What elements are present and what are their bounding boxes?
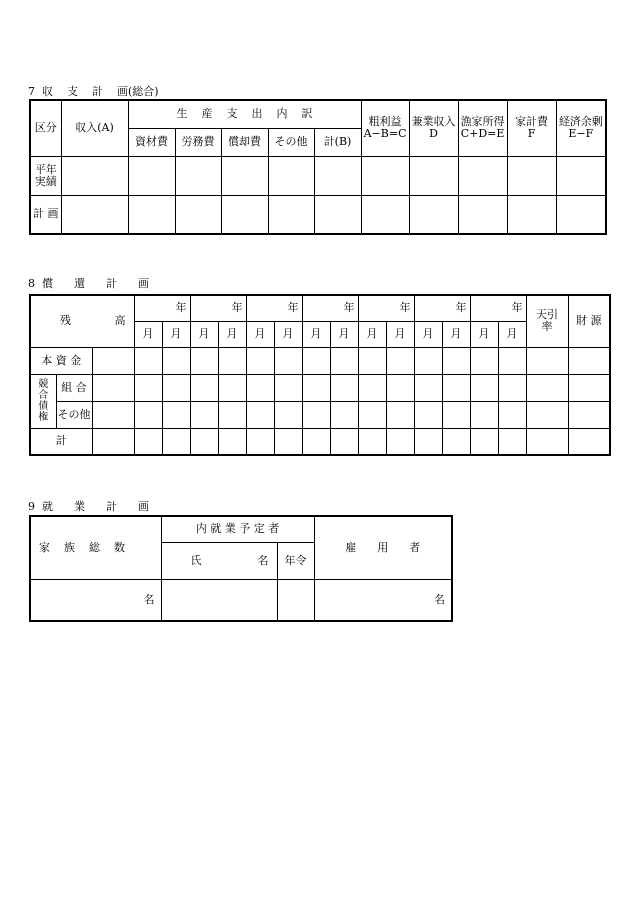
expense-col-materials: 資材費	[128, 128, 175, 156]
cell[interactable]	[314, 195, 361, 234]
section8-title: 8 償 還 計 画	[28, 277, 149, 290]
cell[interactable]	[134, 374, 162, 401]
cell[interactable]	[162, 401, 190, 428]
balance-right: 高	[114, 314, 126, 328]
cell[interactable]	[218, 428, 246, 455]
funding-source-header: 財 源	[568, 295, 610, 347]
employee-count-cell[interactable]	[314, 579, 452, 621]
cell[interactable]	[134, 347, 162, 374]
cell[interactable]	[128, 156, 175, 195]
cell[interactable]	[414, 401, 442, 428]
cell[interactable]	[161, 579, 277, 621]
expense-col-total: 計(B)	[314, 128, 361, 156]
month-header: 月	[498, 321, 526, 347]
month-header: 月	[162, 321, 190, 347]
expense-col-other: その他	[268, 128, 314, 156]
year-header: 年	[470, 295, 526, 321]
cell[interactable]	[221, 156, 268, 195]
month-header: 月	[246, 321, 274, 347]
year-header: 年	[190, 295, 246, 321]
cell[interactable]	[568, 347, 610, 374]
cell[interactable]	[386, 347, 414, 374]
cell[interactable]	[556, 156, 606, 195]
fisher-income-header: 漁家所得 C+D=E	[458, 100, 507, 156]
employee-count-unit: 名	[434, 592, 446, 606]
cell[interactable]	[190, 428, 218, 455]
cell[interactable]	[526, 347, 568, 374]
cell[interactable]	[61, 156, 128, 195]
cell[interactable]	[134, 401, 162, 428]
cell[interactable]	[190, 347, 218, 374]
cell[interactable]	[458, 156, 507, 195]
expense-col-depreciation: 償却費	[221, 128, 268, 156]
age-header: 年令	[277, 542, 314, 579]
month-header: 月	[218, 321, 246, 347]
family-total-header: 家 族 総 数	[30, 516, 161, 579]
section7-title: 7 収 支 計 画(総合)	[28, 85, 159, 98]
cell[interactable]	[470, 374, 498, 401]
balance-cell[interactable]	[92, 428, 134, 455]
cell[interactable]	[556, 195, 606, 234]
month-header: 月	[134, 321, 162, 347]
cell[interactable]	[277, 579, 314, 621]
month-header: 月	[414, 321, 442, 347]
cell[interactable]	[498, 401, 526, 428]
cell[interactable]	[526, 374, 568, 401]
year-header: 年	[134, 295, 190, 321]
cell[interactable]	[330, 347, 358, 374]
month-header: 月	[386, 321, 414, 347]
income-header: 収入(A)	[61, 100, 128, 156]
name-header-left: 氏	[190, 553, 202, 567]
cell[interactable]	[190, 374, 218, 401]
cell[interactable]	[386, 428, 414, 455]
cell[interactable]	[358, 374, 386, 401]
cell[interactable]	[218, 401, 246, 428]
year-header: 年	[358, 295, 414, 321]
repayment-table	[29, 294, 611, 456]
cell[interactable]	[442, 428, 470, 455]
balance-cell[interactable]	[92, 401, 134, 428]
employment-table	[29, 515, 453, 622]
cell[interactable]	[568, 374, 610, 401]
cell[interactable]	[568, 428, 610, 455]
year-header: 年	[302, 295, 358, 321]
cell[interactable]	[302, 374, 330, 401]
balance-header	[30, 295, 134, 347]
kubun-header: 区分	[30, 100, 61, 156]
cell[interactable]	[246, 428, 274, 455]
balance-cell[interactable]	[92, 374, 134, 401]
name-header	[161, 542, 277, 579]
surplus-header: 経済余剰 E−F	[556, 100, 606, 156]
cell[interactable]	[414, 347, 442, 374]
cell[interactable]	[568, 401, 610, 428]
section9-title: 9 就 業 計 画	[28, 500, 149, 513]
cell[interactable]	[246, 401, 274, 428]
cell[interactable]	[507, 156, 556, 195]
cell[interactable]	[128, 195, 175, 234]
row-label-plan: 計 画	[30, 195, 61, 234]
balance-left: 残	[59, 314, 71, 328]
cell[interactable]	[409, 156, 458, 195]
cell[interactable]	[268, 195, 314, 234]
row-label-total: 計	[30, 428, 92, 455]
expense-header: 生 産 支 出 内 訳	[128, 100, 361, 128]
cell[interactable]	[470, 428, 498, 455]
balance-cell[interactable]	[92, 347, 134, 374]
cell[interactable]	[302, 428, 330, 455]
cell[interactable]	[358, 401, 386, 428]
cell[interactable]	[246, 374, 274, 401]
cell[interactable]	[330, 374, 358, 401]
cell[interactable]	[470, 401, 498, 428]
cell[interactable]	[221, 195, 268, 234]
cell[interactable]	[470, 347, 498, 374]
deduction-rate-header: 天引 率	[526, 295, 568, 347]
cell[interactable]	[458, 195, 507, 234]
month-header: 月	[470, 321, 498, 347]
cell[interactable]	[330, 401, 358, 428]
cell[interactable]	[134, 428, 162, 455]
family-count-unit: 名	[143, 592, 155, 606]
cell[interactable]	[274, 347, 302, 374]
cell[interactable]	[190, 401, 218, 428]
cell[interactable]	[526, 428, 568, 455]
cell[interactable]	[386, 401, 414, 428]
row-label-union: 組 合	[56, 374, 92, 401]
cell[interactable]	[274, 374, 302, 401]
cell[interactable]	[61, 195, 128, 234]
cell[interactable]	[498, 374, 526, 401]
year-header: 年	[246, 295, 302, 321]
cell[interactable]	[268, 156, 314, 195]
family-count-cell[interactable]	[30, 579, 161, 621]
cell[interactable]	[218, 374, 246, 401]
month-header: 月	[274, 321, 302, 347]
cell[interactable]	[314, 156, 361, 195]
cell[interactable]	[358, 347, 386, 374]
income-expense-table	[29, 99, 607, 235]
cell[interactable]	[498, 347, 526, 374]
cell[interactable]	[218, 347, 246, 374]
month-header: 月	[358, 321, 386, 347]
row-label-other: その他	[56, 401, 92, 428]
employees-header: 雇 用 者	[314, 516, 452, 579]
cell[interactable]	[162, 428, 190, 455]
cell[interactable]	[442, 374, 470, 401]
cell[interactable]	[498, 428, 526, 455]
row-label-average: 平年 実績	[30, 156, 61, 195]
side-income-header: 兼業収入 D	[409, 100, 458, 156]
cell[interactable]	[361, 195, 409, 234]
cell[interactable]	[442, 347, 470, 374]
cell[interactable]	[175, 195, 221, 234]
month-header: 月	[302, 321, 330, 347]
cell[interactable]	[526, 401, 568, 428]
cell[interactable]	[302, 347, 330, 374]
cell[interactable]	[414, 374, 442, 401]
cell[interactable]	[175, 156, 221, 195]
cell[interactable]	[358, 428, 386, 455]
cell[interactable]	[246, 347, 274, 374]
row-label-competing: 競 合 債 権	[30, 374, 56, 428]
year-header: 年	[414, 295, 470, 321]
name-header-right: 名	[257, 553, 269, 567]
expense-col-labor: 労務費	[175, 128, 221, 156]
cell[interactable]	[507, 195, 556, 234]
month-header: 月	[330, 321, 358, 347]
cell[interactable]	[162, 347, 190, 374]
cell[interactable]	[162, 374, 190, 401]
household-header: 家計費 F	[507, 100, 556, 156]
cell[interactable]	[361, 156, 409, 195]
cell[interactable]	[409, 195, 458, 234]
row-label-principal: 本 資 金	[30, 347, 92, 374]
gross-profit-header: 粗利益 A−B=C	[361, 100, 409, 156]
month-header: 月	[442, 321, 470, 347]
cell[interactable]	[274, 428, 302, 455]
planned-workers-header: 内 就 業 予 定 者	[161, 516, 314, 542]
cell[interactable]	[414, 428, 442, 455]
cell[interactable]	[302, 401, 330, 428]
cell[interactable]	[330, 428, 358, 455]
cell[interactable]	[274, 401, 302, 428]
month-header: 月	[190, 321, 218, 347]
cell[interactable]	[386, 374, 414, 401]
cell[interactable]	[442, 401, 470, 428]
